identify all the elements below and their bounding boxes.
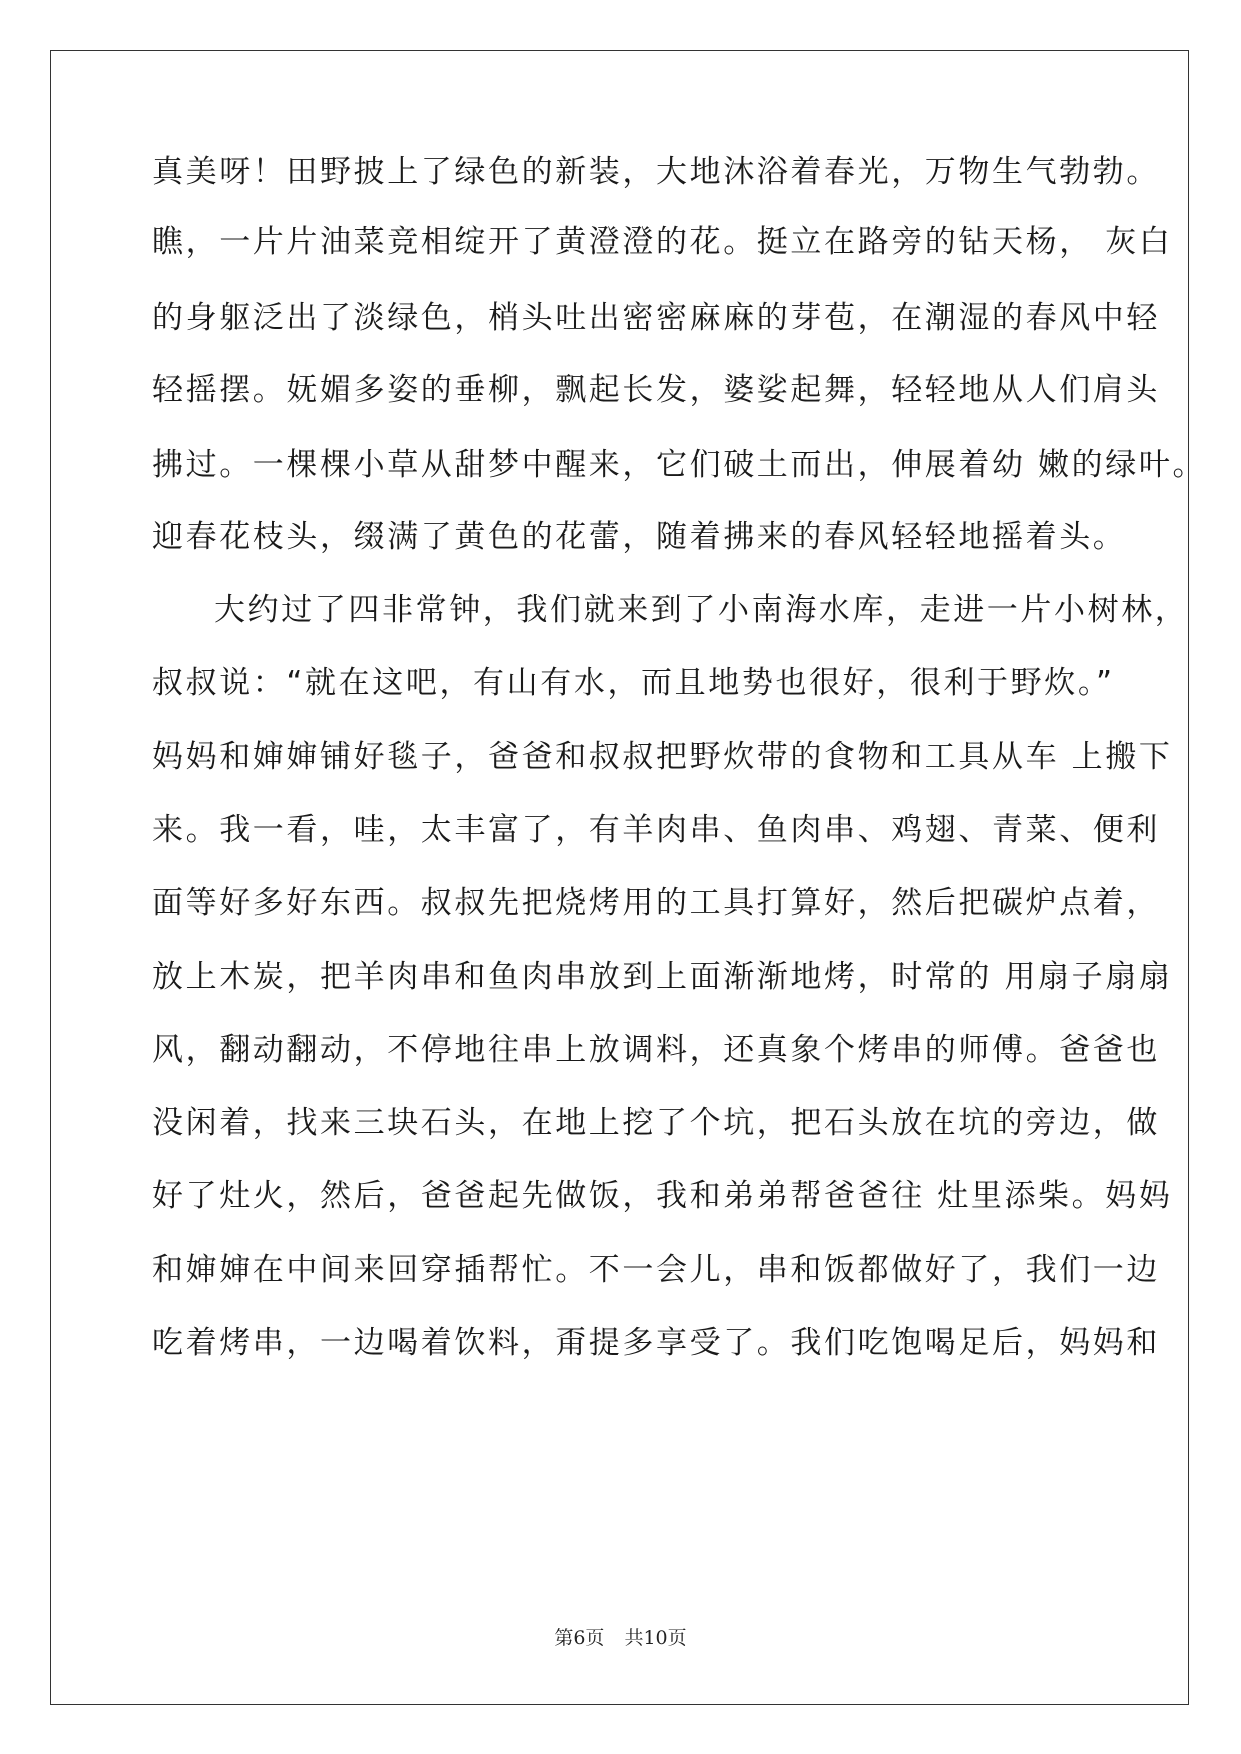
page-number: 第6页	[554, 1627, 605, 1649]
text-line-8: 叔叔说：“就在这吧，有山有水，而且地势也很好，很利于野炊。”	[152, 665, 1115, 701]
text-line-4: 轻摇摆。妩媚多姿的垂柳，飘起长发，婆娑起舞，轻轻地从人们肩头	[152, 372, 1160, 408]
text-line-6: 迎春花枝头，缀满了黄色的花蕾，随着拂来的春风轻轻地摇着头。	[152, 519, 1127, 555]
page-total: 共10页	[624, 1627, 687, 1649]
text-line-11: 面等好多好东西。叔叔先把烧烤用的工具打算好，然后把碳炉点着，	[152, 885, 1160, 921]
page-footer	[0, 1623, 1241, 1650]
text-line-1: 真美呀！田野披上了绿色的新装，大地沐浴着春光，万物生气勃勃。	[152, 154, 1160, 190]
text-line-17: 吃着烤串，一边喝着饮料，甭提多享受了。我们吃饱喝足后，妈妈和	[152, 1325, 1160, 1361]
text-line-12: 放上木炭，把羊肉串和鱼肉串放到上面渐渐地烤，时常的 用扇子扇扇	[152, 959, 1173, 995]
text-line-14: 没闲着，找来三块石头，在地上挖了个坑，把石头放在坑的旁边，做	[152, 1105, 1160, 1141]
text-line-2: 瞧，一片片油菜竞相绽开了黄澄澄的花。挺立在路旁的钻天杨， 灰白	[152, 224, 1173, 260]
text-line-9: 妈妈和婶婶铺好毯子，爸爸和叔叔把野炊带的食物和工具从车 上搬下	[152, 739, 1173, 775]
text-line-7: 大约过了四非常钟，我们就来到了小南海水库，走进一片小树林，	[214, 592, 1189, 628]
text-line-3: 的身躯泛出了淡绿色，梢头吐出密密麻麻的芽苞，在潮湿的春风中轻	[152, 300, 1160, 336]
text-line-15: 好了灶火，然后，爸爸起先做饭，我和弟弟帮爸爸往 灶里添柴。妈妈	[152, 1178, 1173, 1214]
text-line-5: 拂过。一棵棵小草从甜梦中醒来，它们破土而出，伸展着幼 嫩的绿叶。	[152, 447, 1207, 483]
text-line-16: 和婶婶在中间来回穿插帮忙。不一会儿，串和饭都做好了，我们一边	[152, 1252, 1160, 1288]
text-line-13: 风，翻动翻动，不停地往串上放调料，还真象个烤串的师傅。爸爸也	[152, 1032, 1160, 1068]
text-line-10: 来。我一看，哇，太丰富了，有羊肉串、鱼肉串、鸡翅、青菜、便利	[152, 812, 1160, 848]
